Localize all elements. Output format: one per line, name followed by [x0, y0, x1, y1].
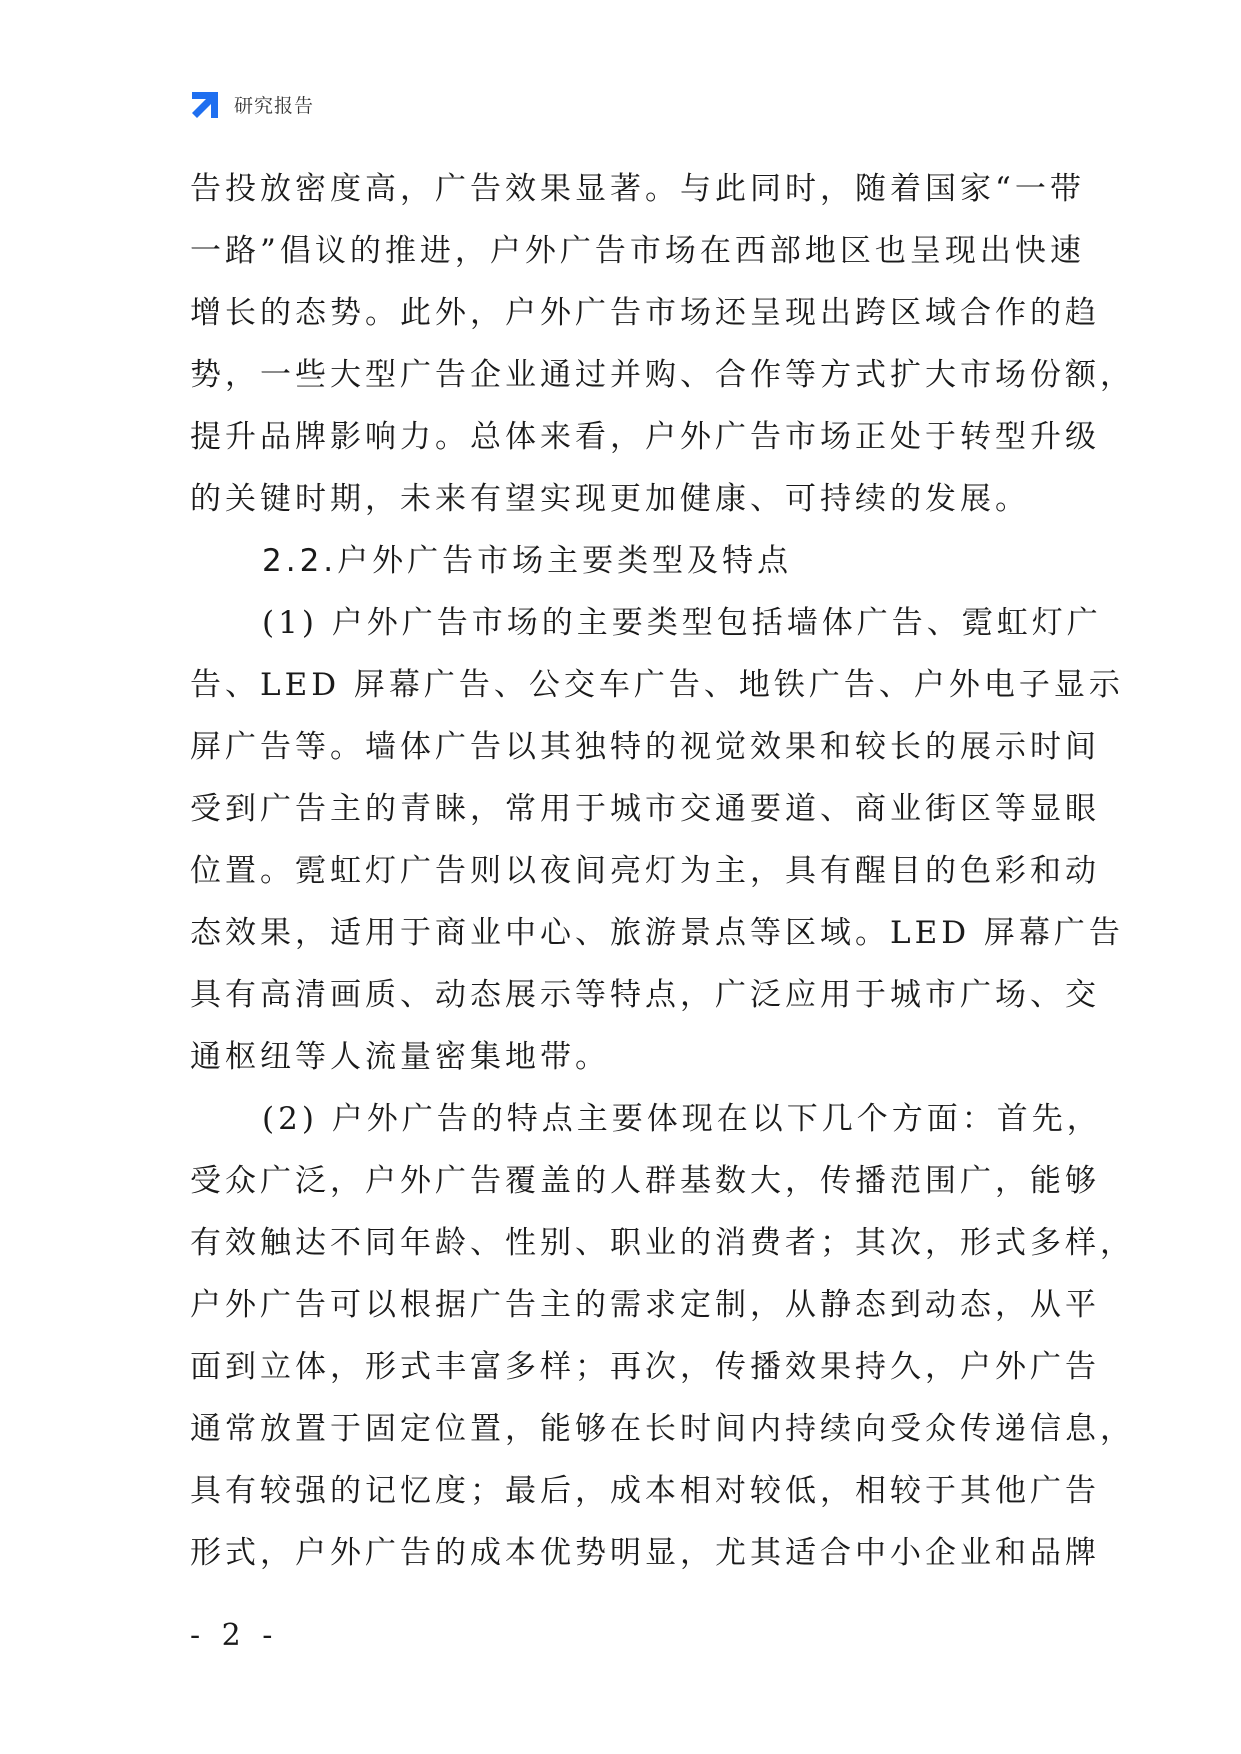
page-number: - 2 -: [190, 1618, 279, 1653]
text-line: 通常放置于固定位置，能够在长时间内持续向受众传递信息，: [190, 1411, 1135, 1447]
text-line: 的关键时期，未来有望实现更加健康、可持续的发展。: [190, 481, 1030, 517]
text-line: 通枢纽等人流量密集地带。: [190, 1039, 610, 1075]
document-body: [190, 158, 1135, 1584]
text-line: 形式，户外广告的成本优势明显，尤其适合中小企业和品牌: [190, 1535, 1100, 1571]
text-line: (1) 户外广告市场的主要类型包括墙体广告、霓虹灯广: [262, 605, 1102, 641]
section-heading: 2.2.户外广告市场主要类型及特点: [262, 543, 793, 579]
text-line: 势，一些大型广告企业通过并购、合作等方式扩大市场份额，: [190, 357, 1135, 393]
text-line: 位置。霓虹灯广告则以夜间亮灯为主，具有醒目的色彩和动: [190, 853, 1100, 889]
text-line: 受到广告主的青睐，常用于城市交通要道、商业街区等显眼: [190, 791, 1100, 827]
text-line: (2) 户外广告的特点主要体现在以下几个方面：首先，: [262, 1101, 1102, 1137]
text-line: 告、LED 屏幕广告、公交车广告、地铁广告、户外电子显示: [190, 667, 1124, 703]
header-title: 研究报告: [234, 94, 315, 117]
text-line: 受众广泛，户外广告覆盖的人群基数大，传播范围广，能够: [190, 1163, 1100, 1199]
text-line: 态效果，适用于商业中心、旅游景点等区域。LED 屏幕广告: [190, 915, 1124, 951]
text-line: 面到立体，形式丰富多样；再次，传播效果持久，户外广告: [190, 1349, 1100, 1385]
text-line: 提升品牌影响力。总体来看，户外广告市场正处于转型升级: [190, 419, 1100, 455]
arrow-logo-icon: [190, 88, 222, 120]
text-line: 户外广告可以根据广告主的需求定制，从静态到动态，从平: [190, 1287, 1100, 1323]
text-line: 具有较强的记忆度；最后，成本相对较低，相较于其他广告: [190, 1473, 1100, 1509]
text-line: 告投放密度高，广告效果显著。与此同时，随着国家“一带: [190, 171, 1085, 207]
text-line: 有效触达不同年龄、性别、职业的消费者；其次，形式多样，: [190, 1225, 1135, 1261]
text-line: 增长的态势。此外，户外广告市场还呈现出跨区域合作的趋: [190, 295, 1100, 331]
text-line: 具有高清画质、动态展示等特点，广泛应用于城市广场、交: [190, 977, 1100, 1013]
report-header: [190, 88, 314, 120]
text-line: 一路”倡议的推进，户外广告市场在西部地区也呈现出快速: [190, 233, 1085, 269]
text-line: 屏广告等。墙体广告以其独特的视觉效果和较长的展示时间: [190, 729, 1100, 765]
